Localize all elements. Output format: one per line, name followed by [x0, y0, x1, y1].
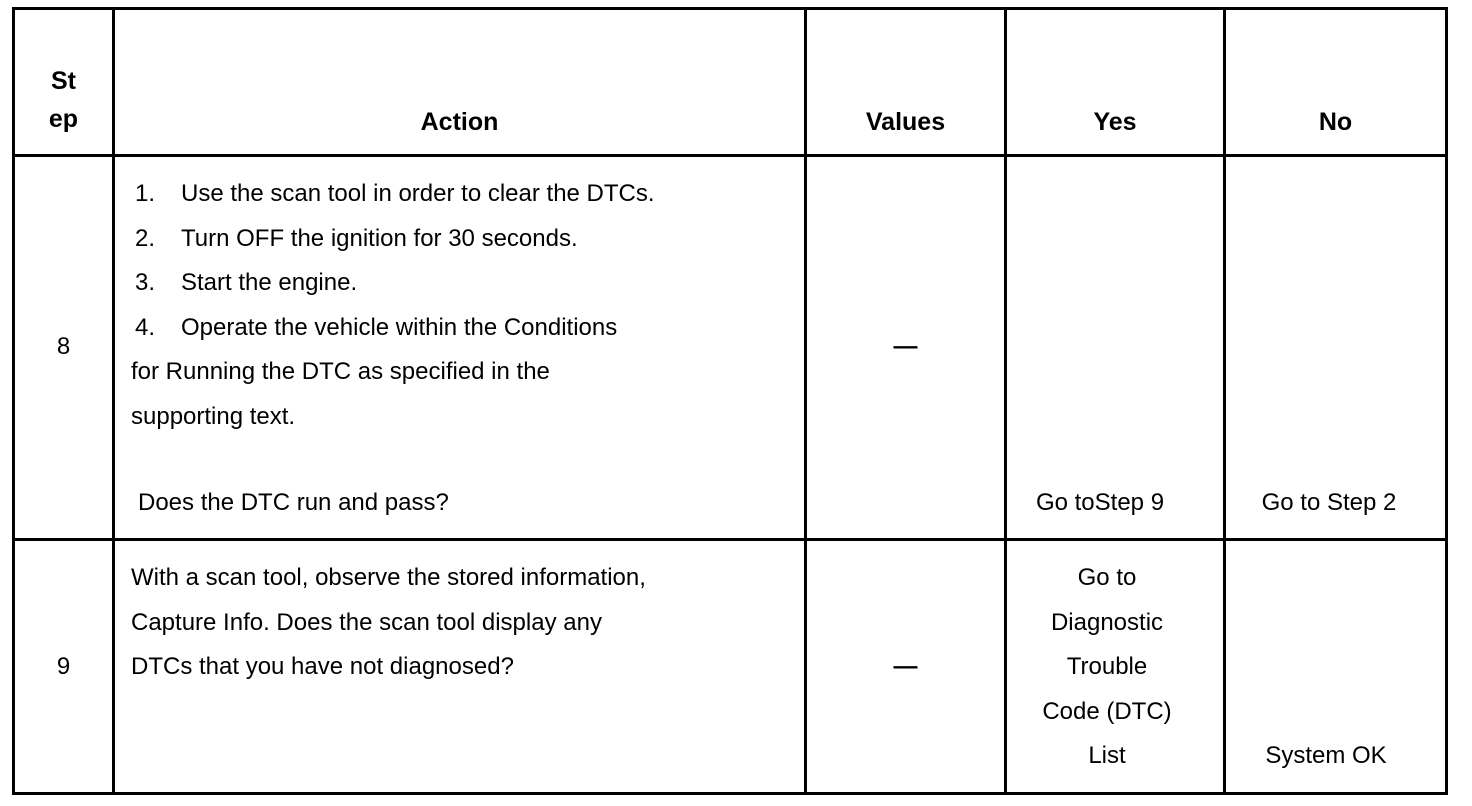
row-9-yes-line-1: Go to: [1077, 564, 1137, 591]
table-border-right: [1445, 7, 1448, 795]
row-8-yes: Go toStep 9: [1035, 489, 1165, 516]
row-8-action-item-1: 1. Use the scan tool in order to clear the DTCs.: [135, 180, 655, 207]
header-step-line1: St: [51, 67, 76, 95]
row-8-action-continuation-2: supporting text.: [131, 402, 296, 430]
row-9-action-line-3: DTCs that you have not diagnosed?: [131, 653, 514, 680]
row-8-step: 8: [56, 333, 71, 360]
row-9-action-line-1: With a scan tool, observe the stored information,: [131, 564, 646, 591]
row-8-action-item-4: 4. Operate the vehicle within the Conditions: [135, 313, 618, 341]
row-8-action-item-3: 3. Start the engine.: [135, 269, 358, 296]
header-action: Action: [420, 108, 499, 136]
row-8-question: Does the DTC run and pass?: [138, 489, 449, 516]
header-yes: Yes: [1093, 108, 1137, 136]
header-step: [15, 62, 112, 138]
row-9-yes-line-4: Code (DTC): [1042, 697, 1172, 725]
header-divider: [12, 154, 1448, 157]
row-8-action: [131, 172, 801, 439]
row-9-yes-line-3: Trouble: [1066, 653, 1148, 680]
row-9-values: —: [893, 653, 918, 680]
row-9-yes-line-5: List: [1088, 742, 1126, 769]
header-values: Values: [865, 108, 946, 136]
row-8-action-item-2: 2. Turn OFF the ignition for 30 seconds.: [135, 224, 578, 252]
table-border-bottom: [12, 792, 1448, 795]
row-9-yes: [1007, 556, 1207, 779]
row-8-values: —: [893, 333, 918, 360]
header-no: No: [1318, 108, 1353, 136]
row-8-no: Go to Step 2: [1261, 489, 1397, 516]
row-8-action-continuation-1: for Running the DTC as specified in the: [131, 358, 550, 385]
row-9-no: System OK: [1265, 742, 1387, 769]
header-step-line2: ep: [48, 105, 79, 133]
row-9-step: 9: [56, 653, 71, 680]
row-9-action-line-2: Capture Info. Does the scan tool display any: [131, 608, 602, 636]
row-9-yes-line-2: Diagnostic: [1050, 608, 1164, 636]
row-9-action: [131, 556, 801, 690]
row-divider: [12, 538, 1448, 541]
table-border-top: [12, 7, 1448, 10]
